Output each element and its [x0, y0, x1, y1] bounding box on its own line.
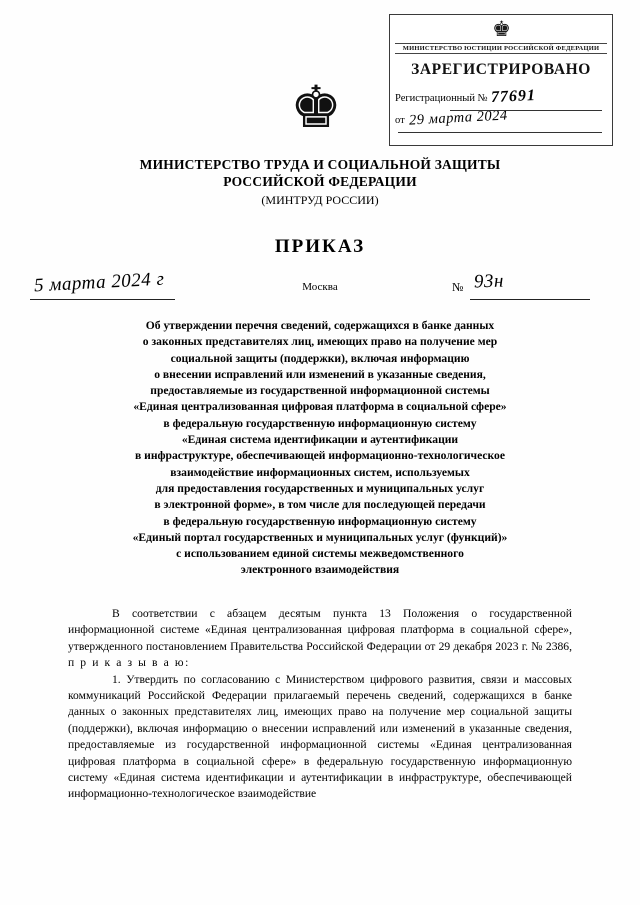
document-meta — [0, 268, 640, 304]
date-rule — [30, 299, 175, 300]
title-line: о законных представителях лиц, имеющих право на получение мер — [142, 335, 498, 349]
title-line: Об утверждении перечня сведений, содержащихся в банке данных — [145, 319, 495, 332]
document-title — [56, 318, 584, 579]
stamp-ministry-line: МИНИСТЕРСТВО ЮСТИЦИИ РОССИЙСКОЙ ФЕДЕРАЦИИ — [395, 43, 607, 54]
registration-stamp — [389, 14, 613, 146]
title-line: в федеральную государственную информационную систему — [163, 416, 477, 430]
stamp-registration-number-line — [395, 86, 607, 104]
ministry-name-line-1: МИНИСТЕРСТВО ТРУДА И СОЦИАЛЬНОЙ ЗАЩИТЫ — [139, 157, 501, 172]
stamp-registration-label: Регистрационный № — [395, 93, 488, 104]
body-paragraph-1 — [68, 606, 572, 672]
stamp-registration-number: 77691 — [490, 87, 536, 106]
order-word: п р и к а з ы в а ю: — [68, 656, 190, 670]
title-line: электронного взаимодействия — [240, 563, 400, 577]
document-number: 93н — [473, 270, 505, 293]
document-body — [68, 606, 572, 803]
title-line: с использованием единой системы межведомственного — [176, 547, 464, 561]
stamp-date-line — [395, 107, 607, 129]
title-line: в федеральную государственную информационную систему — [163, 514, 477, 528]
title-line: в электронной форме», в том числе для последующей передачи — [154, 498, 486, 512]
coat-of-arms-icon: ♚ — [290, 75, 342, 140]
body-paragraph-1-text: В соответствии с абзацем десятым пункта 13 Положения о государственной информационной системе «Единая централизованная цифровая платформа в социальной сфере», утвержденного постановлением Правительства Российской Федерации от 29 декабря 2023 г. № 2386, — [68, 607, 572, 653]
stamp-rule-upper — [450, 110, 602, 111]
body-paragraph-2: 1. Утвердить по согласованию с Министерством цифрового развития, связи и массовых коммуникаций Российской Федерации прилагаемый перечень сведений, содержащихся в банке данных о законных представителях лиц, имеющих право на получение мер социальной защиты (поддержки), включая информацию о внесении исправлений или изменений в указанные сведения, предоставляемые из государственной информационной системы «Единая централизованная цифровая платформа в социальной сфере» в федеральную государственную информационную систему «Единая система идентификации и аутентификации в инфраструктуре, обеспечивающей информационно-технологическое взаимодействие — [68, 672, 572, 801]
stamp-date-value: 29 марта 2024 — [408, 107, 508, 129]
title-line: предоставляемые из государственной информационной системы — [150, 384, 490, 398]
stamp-rule-lower — [398, 132, 602, 133]
ministry-name-line-2: РОССИЙСКОЙ ФЕДЕРАЦИИ — [223, 174, 417, 189]
document-city: Москва — [302, 281, 338, 293]
title-line: «Единая система идентификации и аутентификации — [181, 433, 459, 447]
title-line: о внесении исправлений или изменений в указанные сведения, — [154, 367, 486, 381]
title-line: в инфраструктуре, обеспечивающей информационно-технологическое — [135, 449, 505, 463]
number-symbol: № — [452, 280, 464, 294]
stamp-date-label: от — [395, 115, 405, 126]
number-rule — [470, 299, 590, 300]
title-line: «Единый портал государственных и муниципальных услуг (функций)» — [132, 530, 508, 544]
title-line: взаимодействие информационных систем, используемых — [170, 465, 470, 479]
stamp-coat-of-arms-icon: ♚ — [492, 17, 510, 41]
title-line: «Единая централизованная цифровая платформа в социальной сфере» — [133, 400, 507, 414]
ministry-heading — [0, 156, 640, 209]
document-date: 5 марта 2024 г — [33, 268, 165, 297]
document-type: ПРИКАЗ — [274, 236, 366, 257]
ministry-short-name: (МИНТРУД РОССИИ) — [261, 193, 379, 207]
stamp-title: ЗАРЕГИСТРИРОВАНО — [411, 61, 591, 78]
title-line: социальной защиты (поддержки), включая информацию — [170, 351, 470, 365]
title-line: для предоставления государственных и муниципальных услуг — [155, 481, 485, 495]
